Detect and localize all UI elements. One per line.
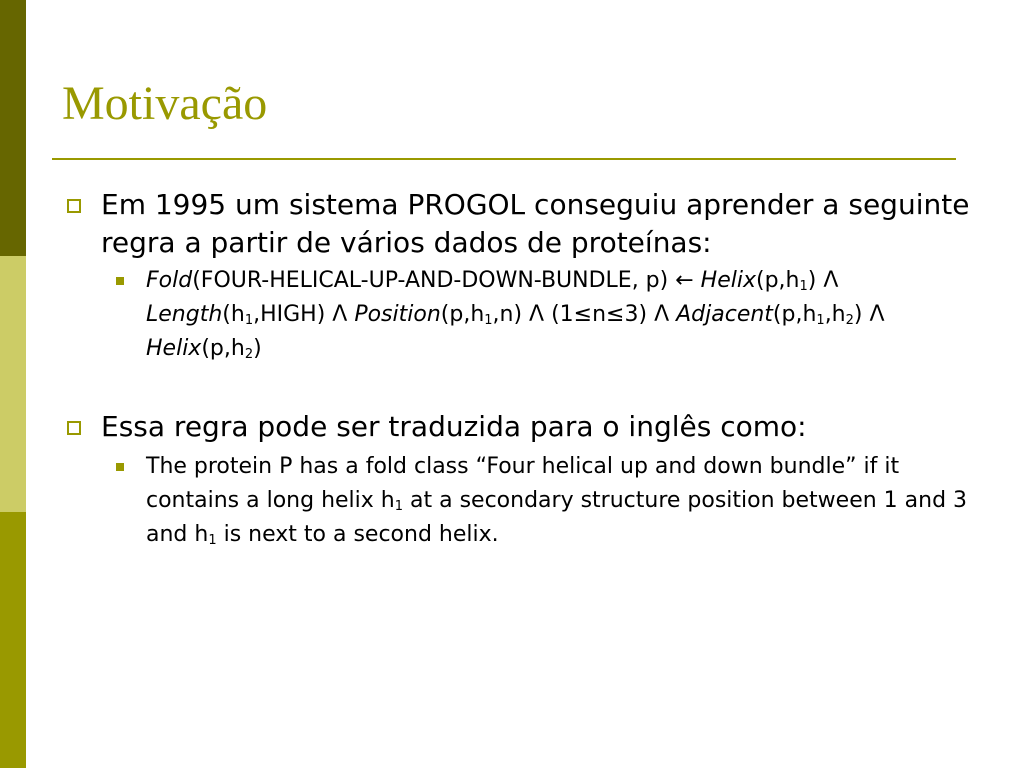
- hollow-square-bullet-icon: [67, 199, 81, 213]
- bullet-item: [62, 408, 982, 446]
- rule-text: Fold(FOUR-HELICAL-UP-AND-DOWN-BUNDLE, p) ← $Helix(p,h_1)$ Λ $Length(h_1,HIGH)$ Λ $Position(p,h_1,n)$ Λ (1≤n≤3) Λ $Adjacent(p,h_1,h_2)$ Λ $Helix(p,h_2)$: [146, 268, 885, 362]
- filled-square-bullet-icon: [116, 463, 124, 471]
- sub-bullet-item: [146, 450, 982, 552]
- sub-bullet-item: [146, 264, 982, 366]
- sidebar-band-bottom: [0, 512, 26, 768]
- slide-title: Motivação: [62, 77, 268, 130]
- bullet-item: [62, 186, 982, 262]
- slide-content: [62, 186, 982, 574]
- sidebar-band-middle: [0, 256, 26, 512]
- sidebar-band-top: [0, 0, 26, 256]
- title-underline: [52, 158, 956, 160]
- bullet-text: Essa regra pode ser traduzida para o inglês como:: [101, 410, 807, 443]
- bullet-text: Em 1995 um sistema PROGOL conseguiu aprender a seguinte regra a partir de vários dados de proteínas:: [101, 188, 970, 259]
- translation-text: The protein P has a fold class “Four helical up and down bundle” if it contains a long helix $h_1$ at a secondary structure position between 1 and 3 and $h_1$ is next to a second helix.: [146, 454, 968, 548]
- filled-square-bullet-icon: [116, 277, 124, 285]
- sidebar-decoration: [0, 0, 26, 768]
- hollow-square-bullet-icon: [67, 421, 81, 435]
